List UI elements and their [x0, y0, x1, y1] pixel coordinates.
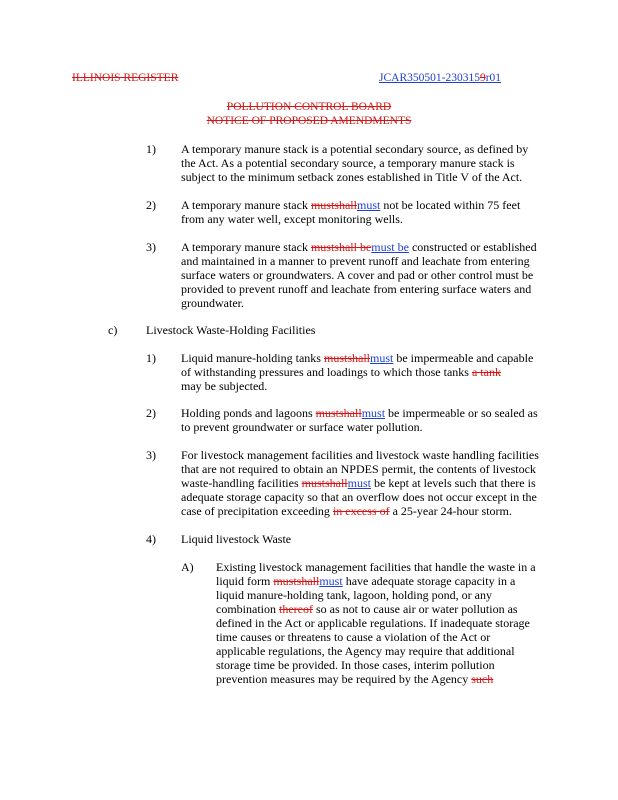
item-paragraph: Holding ponds and lagoons mustshallmust be impermeable or so sealed as to prevent groundwater or surface water pollution.: [181, 406, 538, 434]
item-number: 4): [146, 532, 156, 546]
notice-title: NOTICE OF PROPOSED AMENDMENTS: [206, 115, 412, 127]
item-paragraph: A temporary manure stack mustshallmust not be located within 75 feet from any water well, except monitoring wells.: [181, 198, 521, 226]
item-paragraph: A temporary manure stack mustshall bemust be constructed or established and maintained in a manner to prevent runoff and leachate from entering surface waters or groundwaters. A cover and pad or other control must be provided to prevent runoff and leachate from entering surface waters and groundwater.: [181, 240, 537, 310]
item-number: 3): [146, 240, 156, 254]
section-letter: c): [108, 323, 118, 337]
item-number: 2): [146, 198, 156, 212]
subitem-letter: A): [181, 560, 194, 574]
item-heading: Liquid livestock Waste: [181, 532, 292, 546]
item-number: 1): [146, 142, 156, 156]
item-number: 2): [146, 406, 156, 420]
header-left: ILLINOIS REGISTER: [72, 72, 179, 84]
item-paragraph: A temporary manure stack is a potential secondary source, as defined by the Act. As a potential secondary source, a temporary manure stack is subject to the minimum setback zones established in Title V of the Act.: [181, 142, 529, 184]
subitem-paragraph: Existing livestock management facilities that handle the waste in a liquid form mustshallmust have adequate storage capacity in a liquid manure-holding tank, lagoon, holding pond, or any combination thereof so as not to cause air or water pollution as defined in the Act or applicable regulations. If inadequate storage time causes or threatens to cause a violation of the Act or applicable regulations, the Agency may require that additional storage time be provided. In those cases, interim pollution prevention measures may be required by the Agency such: [216, 560, 536, 686]
board-title: POLLUTION CONTROL BOARD: [226, 101, 392, 113]
item-paragraph: For livestock management facilities and livestock waste handling facilities that are not required to obtain an NPDES permit, the contents of livestock waste-handling facilities mustshallmust be kept at levels such that there is adequate storage capacity so that an overflow does not occur except in the case of precipitation exceeding in excess of a 25-year 24-hour storm.: [181, 448, 539, 518]
item-number: 1): [146, 351, 156, 365]
item-number: 3): [146, 448, 156, 462]
section-heading: Livestock Waste-Holding Facilities: [146, 323, 316, 337]
item-paragraph: Liquid manure-holding tanks mustshallmust be impermeable and capable of withstanding pressures and loadings to which those tanks a tank may be subjected.: [181, 351, 534, 393]
header-right: JCAR350501-2303159r01: [379, 72, 502, 84]
